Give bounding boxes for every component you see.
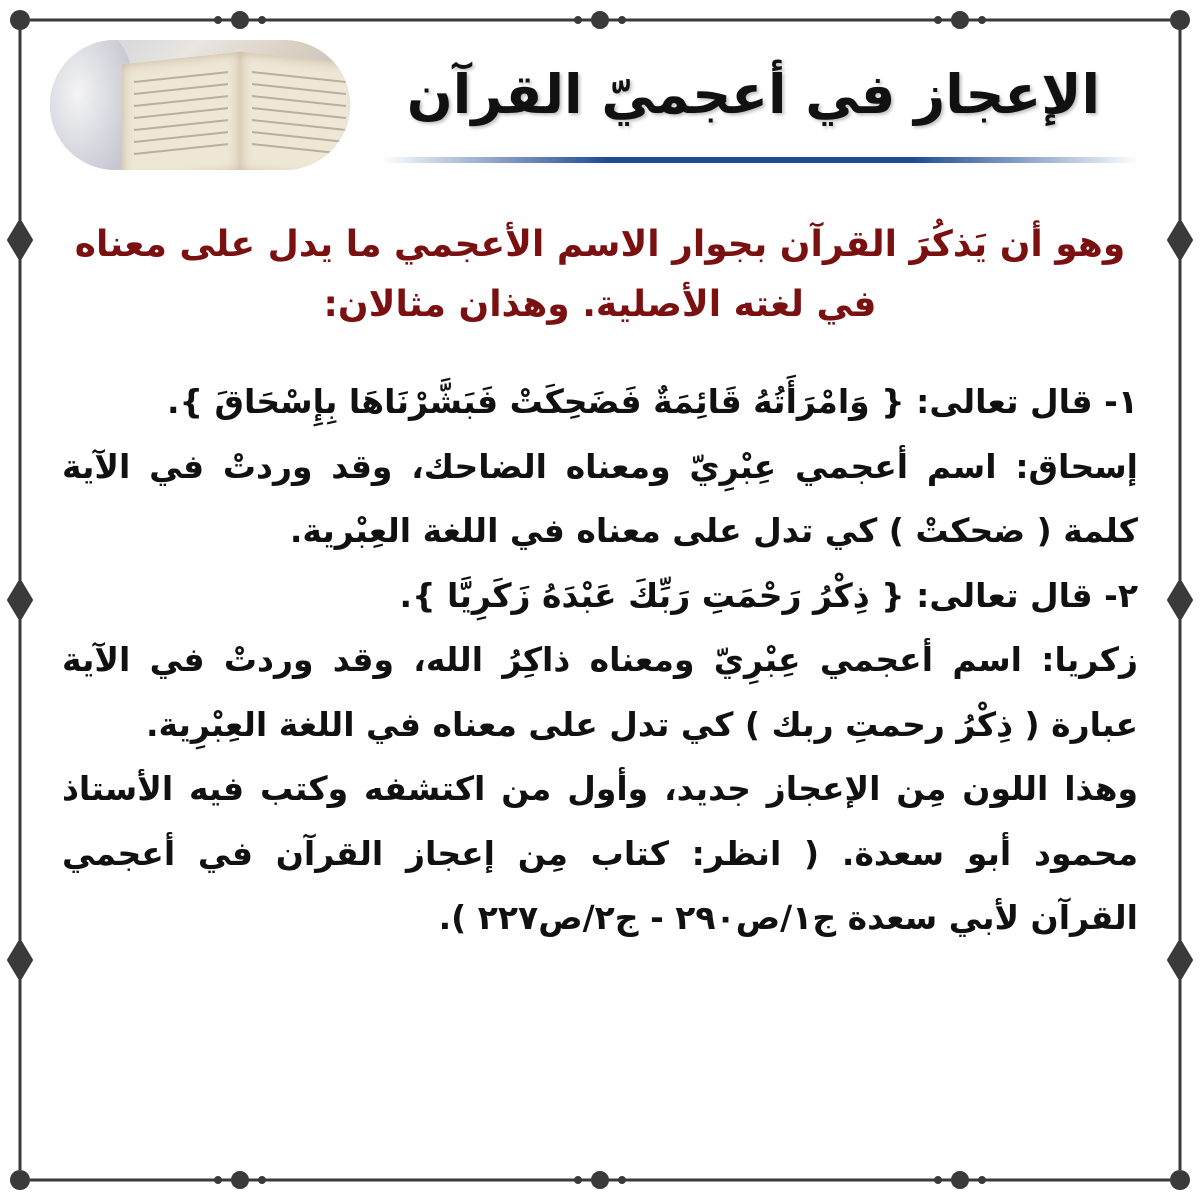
frame-ornament xyxy=(214,1176,222,1184)
main-content xyxy=(62,370,1138,951)
title-block xyxy=(380,55,1140,165)
conclusion-paragraph: وهذا اللون مِن الإعجاز جديد، وأول من اكتشفه وكتب فيه الأستاذ محمود أبو سعدة. ( انظر: كتاب مِن إعجاز القرآن في أعجمي القرآن لأبي سعدة ج١/ص٢٩٠ - ج٢/ص٢٢٧ ). xyxy=(62,769,1138,937)
frame-ornament xyxy=(951,11,969,29)
frame-ornament xyxy=(10,10,30,30)
example-1-verse: ١- قال تعالى: { وَامْرَأَتُهُ قَائِمَةٌ فَضَحِكَتْ فَبَشَّرْنَاهَا بِإِسْحَاقَ }. xyxy=(166,382,1138,421)
title-underline xyxy=(380,157,1140,163)
frame-ornament xyxy=(1167,218,1193,262)
frame-ornament xyxy=(10,1170,30,1190)
frame-ornament xyxy=(591,1171,609,1189)
frame-ornament xyxy=(951,1171,969,1189)
frame-ornament xyxy=(231,1171,249,1189)
frame-ornament xyxy=(978,16,986,24)
frame-ornament xyxy=(591,11,609,29)
frame-ornament xyxy=(1170,1170,1190,1190)
frame-ornament xyxy=(214,16,222,24)
quran-book-image xyxy=(50,40,350,170)
example-2-verse: ٢- قال تعالى: { ذِكْرُ رَحْمَتِ رَبِّكَ عَبْدَهُ زَكَرِيَّا }. xyxy=(399,575,1138,615)
frame-ornament xyxy=(258,1176,266,1184)
page-title: الإعجاز في أعجميّ القرآن xyxy=(406,63,1100,126)
example-2-explanation: زكريا: اسم أعجمي عِبْرِيّ ومعناه ذاكِرُ الله، وقد وردتْ في الآية عبارة ( ذِكْرُ رحمتِ ربك ) كي تدل على معناه في اللغة العِبْرِية. xyxy=(62,640,1138,744)
frame-ornament xyxy=(7,938,33,982)
frame-ornament xyxy=(574,1176,582,1184)
frame-ornament xyxy=(574,16,582,24)
frame-ornament xyxy=(618,1176,626,1184)
frame-ornament xyxy=(934,1176,942,1184)
frame-ornament xyxy=(258,16,266,24)
frame-ornament xyxy=(934,16,942,24)
example-1-explanation: إسحاق: اسم أعجمي عِبْرِيّ ومعناه الضاحك، وقد وردتْ في الآية كلمة ( ضحكتْ ) كي تدل على معناه في اللغة العِبْرية. xyxy=(62,446,1138,550)
frame-ornament xyxy=(978,1176,986,1184)
frame-ornament xyxy=(7,578,33,622)
frame-ornament xyxy=(231,11,249,29)
intro-paragraph: وهو أن يَذكُرَ القرآن بجوار الاسم الأعجمي ما يدل على معناه في لغته الأصلية. وهذان مثالان: xyxy=(74,224,1126,325)
frame-ornament xyxy=(7,218,33,262)
frame-ornament xyxy=(1167,938,1193,982)
frame-ornament xyxy=(1170,10,1190,30)
frame-ornament xyxy=(1167,578,1193,622)
frame-ornament xyxy=(618,16,626,24)
